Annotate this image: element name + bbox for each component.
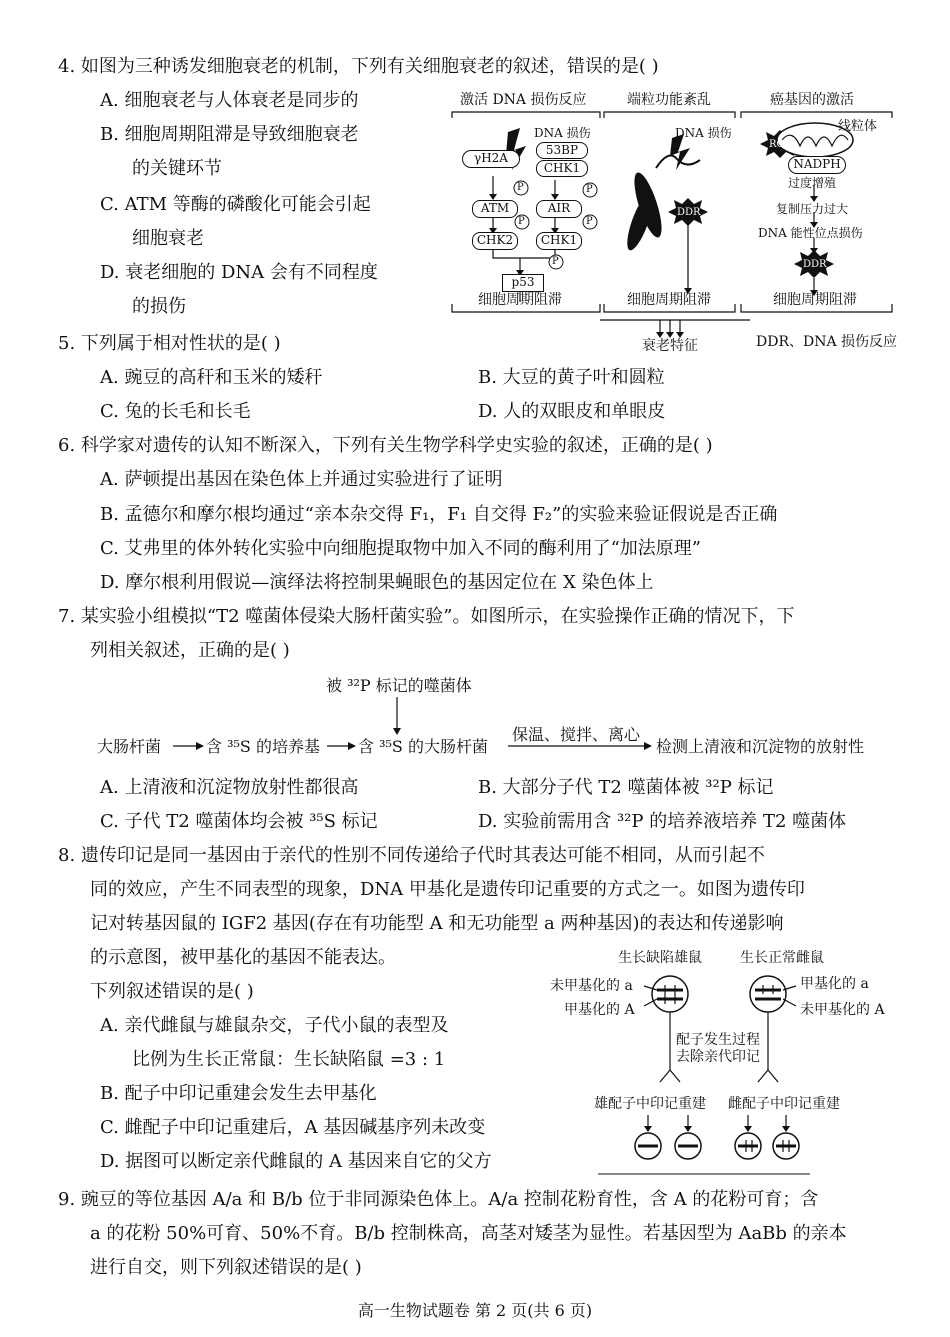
fig4-p53: p53 [502, 274, 544, 292]
q8-option-d: D. 据图可以断定亲代雌鼠的 A 基因来自它的父方 [100, 1151, 492, 1172]
q5-option-b: B. 大豆的黄子叶和圆粒 [478, 367, 665, 388]
fig4-header-2: 端粒功能紊乱 [627, 92, 711, 108]
q4-option-b: B. 细胞周期阻滞是导致细胞衰老 [100, 124, 359, 145]
q9-line-3: 进行自交，则下列叙述错误的是( ) [90, 1257, 362, 1278]
fig4-p-5: P [552, 256, 559, 267]
q7-option-c: C. 子代 T2 噬菌体均会被 ³⁵S 标记 [100, 811, 378, 832]
fig4-53bp: 53BP [536, 142, 588, 159]
q7-fig-phage: 被 ³²P 标记的噬菌体 [326, 676, 472, 695]
q8-option-a: A. 亲代雌鼠与雄鼠杂交，子代小鼠的表型及 [100, 1015, 449, 1036]
q6-stem: 6. 科学家对遗传的认知不断深入，下列有关生物学科学史实验的叙述，正确的是( ) [58, 435, 713, 456]
q8-option-a-cont: 比例为生长正常鼠：生长缺陷鼠 =3 : 1 [132, 1049, 446, 1070]
q8-fig-female: 生长正常雌鼠 [740, 950, 824, 966]
q8-option-b: B. 配子中印记重建会发生去甲基化 [100, 1083, 377, 1104]
q8-line-3: 记对转基因鼠的 IGF2 基因(存在有功能型 A 和无功能型 a 两种基因)的表达和传递影响 [90, 913, 784, 934]
q8-line-5: 下列叙述错误的是( ) [90, 981, 254, 1002]
fig4-dna-damage: DNA 损伤 [534, 126, 591, 140]
q8-line-1: 8. 遗传印记是同一基因由于亲代的性别不同传递给子代时其表达可能不相同，从而引起不 [58, 845, 765, 866]
q8-fig-meth-A: 甲基化的 A [564, 1002, 635, 1018]
q8-fig-female-gamete: 雌配子中印记重建 [728, 1096, 840, 1112]
fig4-chk1-bottom: CHK1 [536, 232, 582, 250]
q8-line-2: 同的效应，产生不同表型的现象，DNA 甲基化是遗传印记重要的方式之一。如图为遗传印 [90, 879, 805, 900]
q4-option-d-cont: 的损伤 [132, 296, 186, 317]
q7-stem: 7. 某实验小组模拟“T2 噬菌体侵染大肠杆菌实验”。如图所示，在实验操作正确的情况下，下 [58, 606, 795, 627]
fig4-gh2a: γH2A [462, 150, 520, 168]
fig4-senescence: 衰老特征 [642, 338, 698, 354]
fig4-chk1-top: CHK1 [536, 160, 588, 177]
fig4-chk2: CHK2 [472, 232, 518, 250]
fig4-header-1: 激活 DNA 损伤反应 [460, 92, 587, 108]
q7-option-b: B. 大部分子代 T2 噬菌体被 ³²P 标记 [478, 777, 774, 798]
fig4-note: DDR、DNA 损伤反应 [756, 334, 898, 350]
q5-option-d: D. 人的双眼皮和单眼皮 [478, 401, 666, 422]
fig4-atm: ATM [472, 200, 518, 218]
fig4-ddr-1: DDR [677, 207, 701, 218]
q9-line-1: 9. 豌豆的等位基因 A/a 和 B/b 位于非同源染色体上。A/a 控制花粉育性，含 A 的花粉可育；含 [58, 1189, 819, 1210]
fig4-header-3: 癌基因的激活 [770, 92, 854, 108]
fig4-p-2: P [586, 184, 593, 195]
fig4-ddr-2: DDR [803, 259, 827, 270]
q7-option-d: D. 实验前需用含 ³²P 的培养液培养 T2 噬菌体 [478, 811, 847, 832]
fig4-ros: ROS [769, 139, 792, 150]
q7-stem-cont: 列相关叙述，正确的是( ) [90, 640, 290, 661]
page-footer: 高一生物试题卷 第 2 页(共 6 页) [357, 1301, 593, 1320]
q7-fig-labeled-ecoli: 含 ³⁵S 的大肠杆菌 [358, 737, 488, 756]
q4-option-d: D. 衰老细胞的 DNA 会有不同程度 [100, 262, 378, 283]
fig4-p-1: P [517, 182, 524, 193]
q4-option-b-cont: 的关键环节 [132, 158, 222, 179]
q8-fig-male-gamete: 雄配子中印记重建 [594, 1096, 706, 1112]
q7-fig-medium: 含 ³⁵S 的培养基 [206, 737, 320, 756]
fig4-air: AIR [536, 200, 582, 218]
q6-option-d: D. 摩尔根利用假说—演绎法将控制果蝇眼色的基因定位在 X 染色体上 [100, 572, 654, 593]
fig4-replication-stress: 复制压力过大 [776, 202, 849, 216]
q4-option-c-cont: 细胞衰老 [132, 228, 204, 249]
q5-option-c: C. 兔的长毛和长毛 [100, 401, 251, 422]
q5-option-a: A. 豌豆的高秆和玉米的矮秆 [100, 367, 323, 388]
q7-fig-detect: 检测上清液和沉淀物的放射性 [656, 737, 865, 756]
q4-option-a: A. 细胞衰老与人体衰老是同步的 [100, 90, 359, 111]
q8-fig-male: 生长缺陷雄鼠 [618, 950, 702, 966]
fig4-p-3: P [518, 216, 525, 227]
fig4-p-4: P [586, 216, 593, 227]
q6-option-b: B. 孟德尔和摩尔根均通过“亲本杂交得 F₁，F₁ 自交得 F₂”的实验来验证假说是否正确 [100, 504, 778, 525]
fig4-arrest-2: 细胞周期阻滞 [627, 292, 711, 308]
fig4-fragile-site: DNA 能性位点损伤 [758, 226, 863, 240]
q8-fig-mid-2: 去除亲代印记 [676, 1049, 760, 1065]
q4-option-c: C. ATM 等酶的磷酸化可能会引起 [100, 194, 371, 215]
q8-fig-unmeth-a: 未甲基化的 a [550, 978, 633, 994]
q4-stem: 4. 如图为三种诱发细胞衰老的机制，下列有关细胞衰老的叙述，错误的是( ) [58, 56, 659, 77]
fig4-dna-damage-2: DNA 损伤 [675, 126, 732, 140]
q7-fig-ecoli: 大肠杆菌 [97, 737, 162, 756]
q9-line-2: a 的花粉 50%可育、50%不育。B/b 控制株高，高茎对矮茎为显性。若基因型为 AaBb 的亲本 [90, 1223, 847, 1244]
fig4-mitochondria: 线粒体 [838, 119, 878, 134]
q8-fig-meth-a: 甲基化的 a [800, 976, 869, 992]
q8-line-4: 的示意图，被甲基化的基因不能表达。 [90, 947, 396, 968]
q6-option-c: C. 艾弗里的体外转化实验中向细胞提取物中加入不同的酶利用了“加法原理” [100, 538, 701, 559]
q5-stem: 5. 下列属于相对性状的是( ) [58, 333, 281, 354]
q8-fig-unmeth-A: 未甲基化的 A [800, 1002, 885, 1018]
q7-option-a: A. 上清液和沉淀物放射性都很高 [100, 777, 359, 798]
q8-fig-mid-1: 配子发生过程 [676, 1032, 760, 1048]
q6-option-a: A. 萨顿提出基因在染色体上并通过实验进行了证明 [100, 469, 503, 490]
fig4-proliferation: 过度增殖 [788, 176, 837, 190]
fig4-arrest-1: 细胞周期阻滞 [478, 292, 562, 308]
q8-option-c: C. 雌配子中印记重建后，A 基因碱基序列未改变 [100, 1117, 486, 1138]
fig4-arrest-3: 细胞周期阻滞 [773, 292, 857, 308]
fig4-nadph: NADPH [788, 156, 846, 174]
q7-fig-operation: 保温、搅拌、离心 [512, 725, 641, 744]
